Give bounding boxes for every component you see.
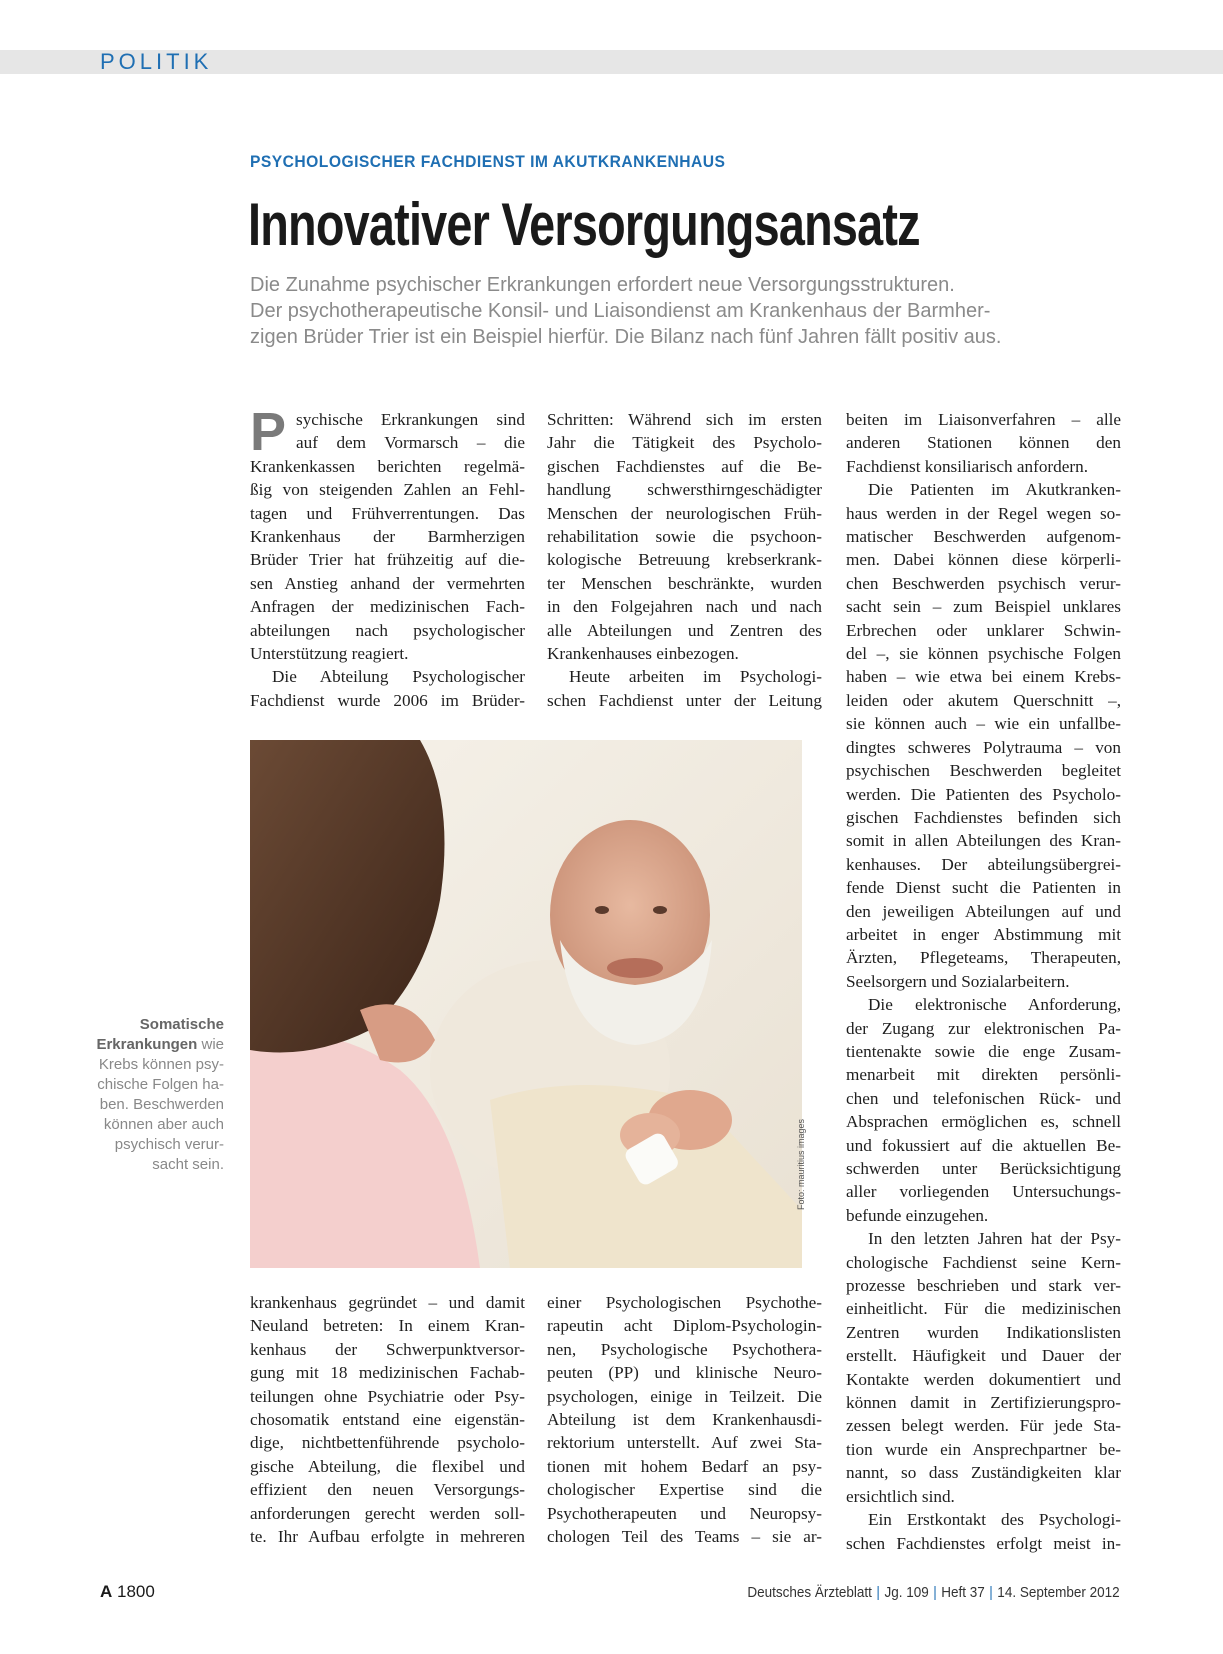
text-line: schen Fachdienst unter der Leitung: [547, 690, 822, 710]
caption-line: ben. Beschwerden: [99, 1096, 224, 1113]
separator: |: [933, 1584, 938, 1601]
text-line: ersichtlich sind.: [846, 1486, 955, 1506]
text-line: menarbeit mit direkten persönli-: [846, 1065, 1121, 1085]
text-line: fende Dienst sucht die Patienten in: [846, 878, 1121, 898]
text-line: sie können auch – wie ein unfallbe-: [846, 714, 1121, 734]
text-line: ßig von steigenden Zahlen an Fehl-: [250, 480, 525, 500]
text-line: sen Anstieg anhand der vermehrten: [250, 573, 525, 593]
caption-line: Krebs können psy-: [98, 1056, 224, 1073]
text-line: Krankenhauses einbezogen.: [547, 644, 739, 664]
text-line: und fokussiert auf die aktuellen Be-: [846, 1135, 1121, 1155]
photo-caption: [90, 1015, 224, 1175]
column-2-bottom: [547, 1291, 822, 1548]
text-line: können damit in Zertifizierungspro-: [846, 1393, 1121, 1413]
photo-credit: Foto: mauritius images: [796, 1118, 806, 1210]
lead-line: zigen Brüder Trier ist ein Beispiel hierfür. Die Bilanz nach fünf Jahren fällt positiv aus.: [250, 326, 1002, 348]
text-line: schwerden unter Berücksichtigung: [846, 1159, 1121, 1178]
text-line: einer Psychologischen Psychothe-: [547, 1293, 822, 1312]
text-line: rehabilitation sowie die psychoon-: [547, 527, 822, 547]
text-line: erstellt. Häufigkeit und Dauer der: [846, 1346, 1121, 1366]
lead-line: Die Zunahme psychischer Erkrankungen erfordert neue Versorgungsstrukturen.: [250, 274, 955, 296]
text-line: Absprachen ermöglichen es, schnell: [846, 1112, 1121, 1132]
text-line: In den letzten Jahren hat der Psy-: [868, 1229, 1121, 1249]
journal-issue: Heft 37: [941, 1584, 986, 1601]
text-line: Krankenhaus der Barmherzigen: [250, 527, 525, 547]
text-line: men. Dabei können diese körperli-: [846, 550, 1121, 570]
text-line: rapeutin acht Diplom-Psychologin-: [547, 1316, 822, 1336]
text-line: gischen Fachdienstes befinden sich: [846, 807, 1121, 827]
text-line: anforderungen gerecht werden soll-: [250, 1503, 525, 1523]
caption-line: können aber auch: [103, 1116, 224, 1133]
text-line: schen Fachdienstes erfolgt meist in-: [846, 1533, 1121, 1553]
text-line: Psychotherapeuten und Neuropsy-: [547, 1503, 822, 1523]
journal-date: 14. September 2012: [997, 1584, 1120, 1601]
text-line: Seelsorgern und Sozialarbeitern.: [846, 971, 1070, 991]
caption-bold: Erkrankungen: [96, 1036, 198, 1053]
text-line: Fachdienst konsiliarisch anfordern.: [846, 456, 1088, 476]
text-line: Abteilung ist dem Krankenhausdi-: [547, 1410, 822, 1430]
column-3: [846, 408, 1121, 1555]
page-prefix: A: [100, 1582, 113, 1601]
text-line: dige, nichtbettenführende psycholo-: [250, 1433, 525, 1453]
text-line: befunde einzugehen.: [846, 1205, 989, 1225]
separator: |: [876, 1584, 881, 1601]
text-line: Ärzten, Pflegeteams, Therapeuten,: [846, 948, 1121, 968]
text-line: abteilungen nach psychologischer: [250, 620, 525, 640]
page-number: [100, 1582, 155, 1602]
text-line: krankenhaus gegründet – und damit: [250, 1293, 525, 1312]
text-line: teilungen ohne Psychiatrie oder Psy-: [250, 1386, 525, 1406]
text-line: handlung schwersthirngeschädigter: [547, 480, 822, 500]
text-line: Anfragen der medizinischen Fach-: [250, 597, 525, 617]
journal-info: [748, 1584, 1120, 1601]
text-line: in den Folgejahren nach und nach: [547, 597, 822, 617]
caption-line: [90, 1035, 224, 1055]
text-line: Zentren wurden Indikationslisten: [846, 1322, 1121, 1342]
text-line: tientenakte sowie die enge Zusam-: [846, 1041, 1121, 1061]
text-line: der Zugang zur elektronischen Pa-: [846, 1018, 1121, 1038]
text-line: prozesse beschrieben und stark ver-: [846, 1276, 1121, 1296]
text-line: gischen Fachdienstes auf die Be-: [547, 456, 822, 476]
article-photo: [250, 740, 802, 1268]
text-line: Schritten: Während sich im ersten: [547, 410, 822, 429]
text-line: nen, Psychologische Psychothera-: [547, 1339, 822, 1359]
text-line: somit in allen Abteilungen des Kran-: [846, 831, 1121, 851]
caption-text: wie: [201, 1036, 224, 1053]
page-number-value: 1800: [117, 1582, 155, 1601]
text-line: ter Menschen beschränkte, wurden: [547, 573, 822, 593]
text-line: sacht sein – zum Beispiel unklares: [846, 597, 1121, 617]
text-line: Brüder Trier hat frühzeitig auf die-: [250, 550, 525, 570]
text-line: psychologen, einige in Teilzeit. Die: [547, 1386, 822, 1406]
text-line: haus werden in der Regel wegen so-: [846, 503, 1121, 523]
caption-line: chische Folgen ha-: [97, 1076, 224, 1093]
text-line: Neuland betreten: In einem Kran-: [250, 1316, 525, 1336]
section-label: POLITIK: [100, 49, 213, 74]
separator: |: [989, 1584, 994, 1601]
text-line: peuten (PP) und klinische Neuro-: [547, 1363, 822, 1383]
text-line: aller vorliegenden Untersuchungs-: [846, 1182, 1121, 1202]
text-line: te. Ihr Aufbau erfolgte in mehreren: [250, 1527, 525, 1547]
text-line: chosomatik entstand eine eigenstän-: [250, 1410, 525, 1430]
text-line: beiten im Liaisonverfahren – alle: [846, 410, 1121, 429]
journal-name: Deutsches Ärzteblatt: [747, 1584, 873, 1601]
text-line: effizient den neuen Versorgungs-: [250, 1480, 525, 1500]
caption-bold: Somatische: [139, 1016, 224, 1033]
text-line: Heute arbeiten im Psychologi-: [569, 667, 822, 687]
text-line: chologischer Expertise sind die: [547, 1480, 822, 1500]
text-line: Ein Erstkontakt des Psychologi-: [868, 1510, 1121, 1530]
text-line: einheitlicht. Für die medizinischen: [846, 1299, 1121, 1319]
text-line: gung mit 18 medizinischen Fachab-: [250, 1363, 525, 1383]
text-line: leiden oder akutem Querschnitt –,: [846, 690, 1121, 710]
text-line: haben – wie etwa bei einem Krebs-: [846, 667, 1121, 687]
text-line: arbeitet in enger Abstimmung mit: [846, 924, 1121, 944]
text-line: werden. Die Patienten des Psycholo-: [846, 784, 1121, 804]
text-line: del –, sie können psychische Folgen: [846, 644, 1121, 664]
text-line: auf dem Vormarsch – die: [296, 433, 525, 453]
column-1-bottom: [250, 1291, 525, 1548]
text-line: chen und telefonischen Rück- und: [846, 1088, 1121, 1108]
text-line: anderen Stationen können den: [846, 433, 1121, 453]
text-line: Erbrechen oder unklarer Schwin-: [846, 620, 1121, 640]
text-line: chen Beschwerden psychisch verur-: [846, 573, 1121, 593]
text-line: gische Abteilung, die flexibel und: [250, 1456, 525, 1476]
text-line: chologen Teil des Teams – sie ar-: [547, 1527, 822, 1547]
text-line: Menschen der neurologischen Früh-: [547, 503, 822, 523]
text-line: kenhauses. Der abteilungsübergrei-: [846, 854, 1121, 874]
text-line: nannt, so dass Zuständigkeiten klar: [846, 1463, 1121, 1483]
text-line: matischer Beschwerden aufgenom-: [846, 527, 1121, 547]
article-kicker: PSYCHOLOGISCHER FACHDIENST IM AKUTKRANKENHAUS: [250, 152, 726, 171]
column-1-top: [250, 402, 525, 712]
text-line: tionen mit hohem Bedarf an psy-: [547, 1456, 822, 1476]
text-line: Kontakte werden dokumentiert und: [846, 1369, 1121, 1389]
text-line: kenhaus der Schwerpunktversor-: [250, 1339, 525, 1359]
text-line: tion wurde ein Ansprechpartner be-: [846, 1439, 1121, 1459]
text-line: Unterstützung reagiert.: [250, 644, 409, 664]
caption-line: psychisch verur-: [114, 1136, 224, 1153]
article-lead: [250, 272, 1130, 350]
caption-line: sacht sein.: [152, 1156, 224, 1173]
article-headline: Innovativer Versorgungsansatz: [248, 191, 920, 258]
text-line: alle Abteilungen und Zentren des: [547, 620, 822, 640]
text-line: chologische Fachdienst seine Kern-: [846, 1252, 1121, 1272]
text-line: sychische Erkrankungen sind: [296, 410, 525, 429]
text-line: tagen und Frühverrentungen. Das: [250, 503, 525, 523]
text-line: dingtes schweres Polytrauma – von: [846, 737, 1121, 757]
journal-volume: Jg. 109: [884, 1584, 930, 1601]
text-line: rektorium unterstellt. Auf zwei Sta-: [547, 1433, 822, 1453]
text-line: Jahr die Tätigkeit des Psycholo-: [547, 433, 822, 453]
text-line: Die elektronische Anforderung,: [868, 995, 1121, 1015]
text-line: kologische Betreuung krebserkrank-: [547, 550, 822, 570]
text-line: psychischen Beschwerden begleitet: [846, 761, 1121, 781]
column-2-top: [547, 408, 822, 712]
lead-line: Der psychotherapeutische Konsil- und Liaisondienst am Krankenhaus der Barmher-: [250, 300, 991, 322]
text-line: Die Abteilung Psychologischer: [272, 667, 525, 687]
photo-illustration: [250, 740, 802, 1268]
text-line: den jeweiligen Abteilungen auf und: [846, 901, 1121, 921]
text-line: zessen belegt werden. Für jede Sta-: [846, 1416, 1121, 1436]
text-line: Fachdienst wurde 2006 im Brüder-: [250, 690, 525, 710]
text-line: Krankenkassen berichten regelmä-: [250, 456, 525, 476]
drop-cap: P: [250, 402, 287, 462]
text-line: Die Patienten im Akutkranken-: [868, 480, 1121, 500]
